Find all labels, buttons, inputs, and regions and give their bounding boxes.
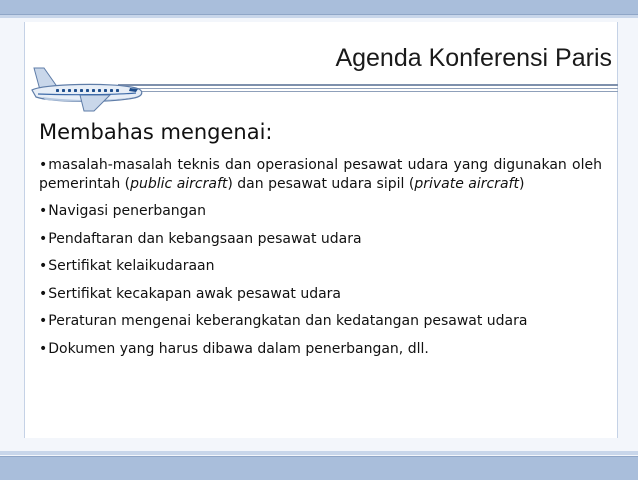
bullet: • — [39, 285, 48, 302]
top-frame-strip — [0, 0, 638, 15]
bullet: • — [39, 230, 48, 247]
airplane-icon — [22, 64, 148, 112]
italic-term: public aircraft — [130, 175, 228, 192]
bullet: • — [39, 313, 48, 329]
bullet: • — [39, 157, 48, 173]
list-item: •masalah-masalah teknis dan operasional pesawat udara yang digunakan oleh pemerintah (public aircraft) dan pesawat udara sipil (private aircraft) — [39, 157, 602, 192]
italic-term: private aircraft — [414, 175, 519, 192]
slide-title: Agenda Konferensi Paris — [335, 44, 612, 72]
list-item: •Peraturan mengenai keberangkatan dan kedatangan pesawat udara — [39, 313, 528, 329]
list-item: •Sertifikat kecakapan awak pesawat udara — [39, 285, 342, 302]
slide-body — [39, 118, 602, 367]
bottom-frame-strip — [0, 456, 638, 480]
bullet: • — [39, 340, 48, 357]
list-item: •Dokumen yang harus dibawa dalam penerbangan, dll. — [39, 340, 429, 357]
bullet: • — [39, 203, 48, 219]
list-item: •Pendaftaran dan kebangsaan pesawat udara — [39, 230, 362, 247]
list-item: •Navigasi penerbangan — [39, 203, 207, 219]
section-heading: Membahas mengenai: — [39, 120, 273, 144]
title-underline — [118, 84, 618, 94]
agenda-list — [39, 156, 602, 358]
bullet: • — [39, 258, 48, 274]
list-item: •Sertifikat kelaikudaraan — [39, 258, 215, 274]
